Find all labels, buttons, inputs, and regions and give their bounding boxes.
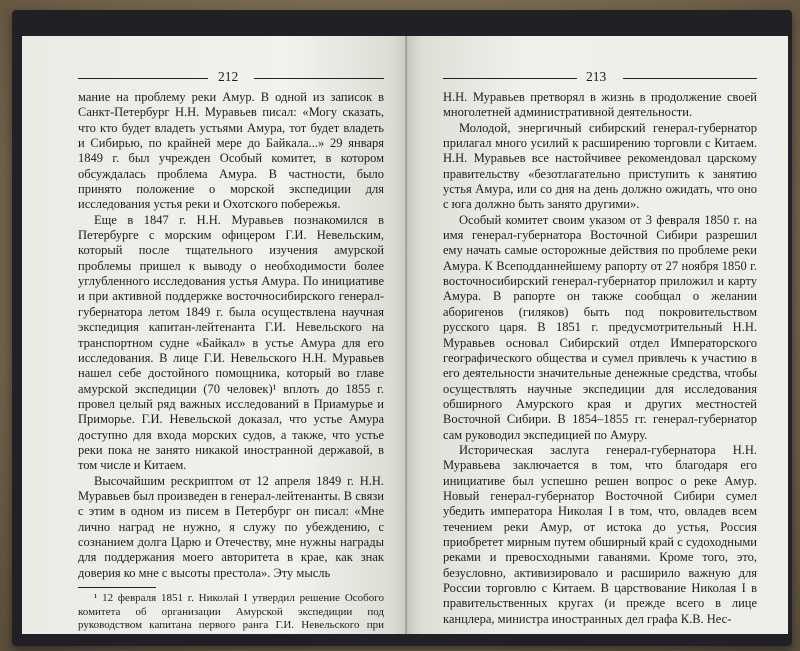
left-page-text bbox=[78, 90, 384, 646]
header-rule-left-b bbox=[254, 78, 384, 79]
footnote-rule bbox=[78, 587, 156, 588]
header-rule-left-a bbox=[78, 78, 208, 79]
right-page-text bbox=[443, 90, 757, 627]
right-page-header bbox=[443, 70, 757, 86]
header-rule-right-a bbox=[443, 78, 577, 79]
left-page-header bbox=[78, 70, 384, 86]
paragraph: Еще в 1847 г. Н.Н. Муравьев познакомился в Петербурге с морским офицером Г.И. Невельским, который после тщательного изучения амурской проблемы пришел к выводу о необходимости более углубленного исследования устья Амура. По инициативе и при активной поддержке восточносибирского генерал-губернатора летом 1849 г. была осуществлена научная экспедиция капитан-лейтенанта Г.И. Невельского на транспортном судне «Байкал» в устье Амура для его исследования. В лице Г.И. Невельского Н.Н. Муравьев нашел себе достойного помощника, который во главе амурской экспедиции (70 человек)¹ вплоть до 1855 г. провел целый ряд важных исследований в Приамурье и Приморье. Г.И. Невельской доказал, что устье Амура доступно для входа морских судов, а также, что устье реки пока не занято никакой иностранной державой, в том числе и Китаем. bbox=[78, 212, 384, 473]
paragraph: мание на проблему реки Амур. В одной из записок в Санкт-Петербург Н.Н. Муравьев писал: «Могу сказать, что кто будет владеть устьями Амура, тот будет владеть и Сибирью, по крайней мере до Байкала...» 29 января 1849 г. был учрежден Особый комитет, в котором обсуждалась проблема Амура. В частности, было принято положение о морской экспедиции для исследования устья реки и Охотского побережья. bbox=[78, 90, 384, 212]
paragraph: Высочайшим рескриптом от 12 апреля 1849 г. Н.Н. Муравьев был произведен в генерал-лейтенанты. В связи с этим в одном из писем в Петербург он писал: «Мне лично наград не нужно, я служу по убеждению, с сознанием долга Царю и Отечеству, мне нужны награды для поддержания моего авторитета в крае, как знак доверия ко мне с высоты престола». Эту мысль bbox=[78, 473, 384, 580]
open-book bbox=[12, 10, 792, 646]
left-page-number: 212 bbox=[218, 69, 239, 84]
header-rule-right-b bbox=[623, 78, 757, 79]
paragraph: Историческая заслуга генерал-губернатора Н.Н. Муравьева заключается в том, что благодаря его инициативе был успешно решен вопрос о реке Амур. Новый генерал-губернатор Восточной Сибири сумел убедить императора Николая I в том, что, овладев всем течением реки Амур, от истока до устья, Россия приобретет мирным путем обширный край с судоходными реками и превосходными гаванями. Кроме того, это, безусловно, активизировало и расширило важную для России торговлю с Китаем. В царствование Николая I в правительственных кругах (и прежде всего в лице канцлера, министра иностранных дел графа К.В. Нес- bbox=[443, 442, 757, 626]
footnote: ¹ 12 февраля 1851 г. Николай I утвердил решение Особого комитета об организации Амурской экспедиции под руководством капитана первого ранга Г.И. Невельского при надзоре генерал-губернатора Восточной Сибири. bbox=[78, 592, 384, 645]
paragraph: Особый комитет своим указом от 3 февраля 1850 г. на имя генерал-губернатора Восточной Сибири разрешил ему начать самые осторожные действия по проблеме реки Амура. К Всеподданнейшему рапорту от 27 ноября 1850 г. восточносибирский генерал-губернатор приложил и карту Амура. В рапорте он также сообщал о желании аборигенов (гиляков) быть под покровительством русского царя. В 1851 г. предусмотрительный Н.Н. Муравьев основал Сибирский отдел Императорского географического общества и сумел привлечь к участию в его деятельности значительные денежные средства, чтобы осуществлять научные экспедиции для исследования обширного Амурского края и других местностей Восточной Сибири. В 1854–1855 гг. генерал-губернатор сам руководил экспедицией по Амуру. bbox=[443, 212, 757, 442]
left-page bbox=[22, 36, 407, 645]
right-page bbox=[407, 36, 788, 634]
paragraph: Молодой, энергичный сибирский генерал-губернатор прилагал много усилий к расширению торговли с Китаем. Н.Н. Муравьев все настойчивее рекомендовал царскому правительству «безотлагательно приступить к занятию устья Амура, или со дня на день должно ожидать, что оно с юга должно быть занято другими». bbox=[443, 120, 757, 212]
paragraph: Н.Н. Муравьев претворял в жизнь в продолжение своей многолетней административной деятельности. bbox=[443, 90, 757, 120]
right-page-number: 213 bbox=[586, 69, 607, 84]
